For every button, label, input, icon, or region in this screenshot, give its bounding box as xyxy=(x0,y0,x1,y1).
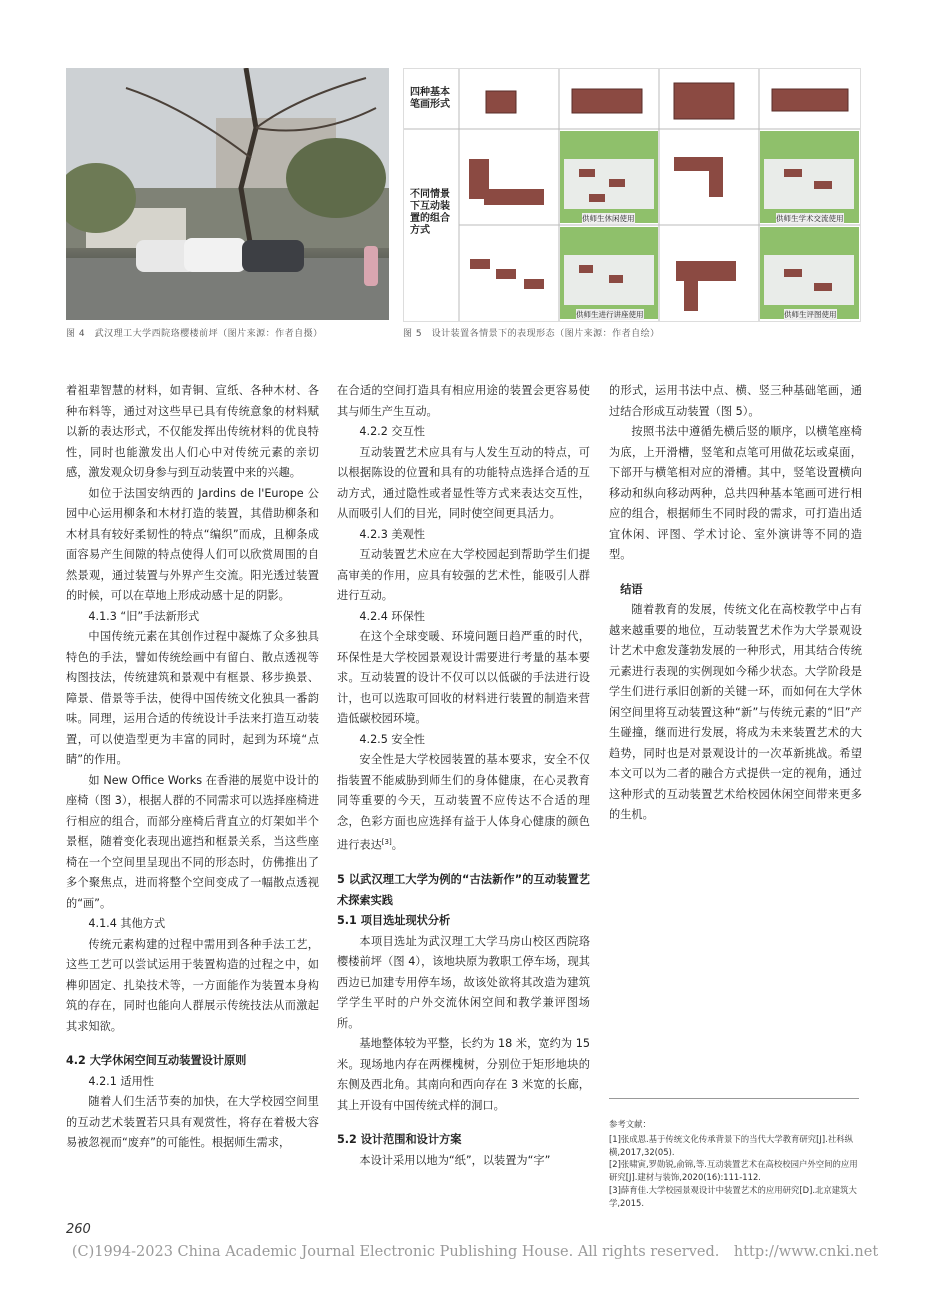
subsection-heading: 4.2.3 美观性 xyxy=(359,527,425,541)
subsection-heading: 4.2.4 环保性 xyxy=(359,609,425,623)
reference-item: [1]张成恩.基于传统文化传承背景下的当代大学教育研究[J].社科纵横,2017,32(05). xyxy=(609,1133,853,1157)
fig5-tag: 供师生评图使用 xyxy=(784,310,837,319)
paragraph: 基地整体较为平整，长约为 18 米，宽约为 15 米。现场地内存在两棵槐树，分别位于矩形地块的东侧及西北角。其南向和西向存在 3 米宽的长廊，其上开设有中国传统式样的洞口。 xyxy=(337,1037,590,1112)
subsection-heading: 4.2.5 安全性 xyxy=(359,732,425,746)
paragraph: 本项目选址为武汉理工大学马房山校区西院珞樱楼前坪（图 4），该地块原为教职工停车场，现其西边已加建专用停车场，故该处欲将其改造为建筑学学生平时的户外交流休闲空间和教学兼评图场所。 xyxy=(337,934,590,1030)
subsection-heading: 4.2.2 交互性 xyxy=(359,425,425,438)
paragraph: 传统元素构建的过程中需用到各种手法工艺，这些工艺可以尝试运用于装置构造的过程之中，如榫卯固定、扎染技术等，一方面能作为装置本身构筑的存在，同时也能向人群展示传统技法从而激起其求知欲。 xyxy=(66,937,319,1033)
paragraph: 本设计采用以地为“纸”，以装置为“字” xyxy=(359,1153,551,1167)
text-column-2 xyxy=(337,381,590,1171)
figure-4-photo xyxy=(66,68,389,320)
paragraph: 如位于法国安纳西的 Jardins de l'Europe 公园中心运用柳条和木材打造的装置，其借助柳条和木材具有较好柔韧性的特点“编织”而成，且柳条成面容易产生间隙的特点使得人们可以欣赏周围的自然景观，通过装置与外界产生交流。阳光透过装置的时候，可以在草地上形成动感十足的阴影。 xyxy=(66,486,319,602)
figure-4-caption: 图 4 武汉理工大学西院珞樱楼前坪（图片来源：作者自摄） xyxy=(66,329,323,339)
paragraph: 互动装置艺术应在大学校园起到帮助学生们提高审美的作用，应具有较强的艺术性，能吸引人群进行互动。 xyxy=(337,548,590,602)
paragraph: 在这个全球变暖、环境问题日趋严重的时代，环保性是大学校园景观设计需要进行考量的基本要求。互动装置的设计不仅可以以低碳的手法进行设计，也可以选取可回收的材料进行装置的制造来营造低碳校园环境。 xyxy=(337,630,590,725)
figure-5-diagram xyxy=(403,68,861,322)
section-heading: 结语 xyxy=(620,582,643,596)
subsection-heading: 4.1.3 “旧”手法新形式 xyxy=(88,609,200,623)
fig5-row2-label: 不同情景下互动装置的组合方式 xyxy=(410,189,450,236)
paragraph xyxy=(337,750,590,856)
paragraph: 随着人们生活节奏的加快，在大学校园空间里的互动艺术装置若只具有观赏性，将存在着极大容易被忽视而“废弃”的可能性。根据师生需求， xyxy=(66,1095,319,1149)
text-column-1 xyxy=(66,381,319,1154)
paragraph: 中国传统元素在其创作过程中凝炼了众多独具特色的手法，譬如传统绘画中有留白、散点透视等构图技法，传统建筑和景观中有框景、移步换景、障景、借景等手法，使得中国传统文化独具一番韵味。同理，运用合适的传统设计手法来打造互动装置，可以使造型更为丰富的同时，起到为环境“点睛”的作用。 xyxy=(66,630,319,766)
campus-photo-illustration xyxy=(66,68,389,320)
fig5-row1-label: 四种基本笔画形式 xyxy=(410,87,450,110)
section-heading: 4.2 大学休闲空间互动装置设计原则 xyxy=(66,1054,247,1067)
fig5-tag: 供师生学术交流使用 xyxy=(776,214,844,223)
paragraph: 按照书法中遵循先横后竖的顺序，以横笔座椅为底，上开滑槽，竖笔和点笔可用做花坛或桌面，下部开与横笔相对应的滑槽。其中，竖笔设置横向移动和纵向移动两种，总共四种基本笔画可进行相应的组合，根据师生不同时段的需求，可打造出适宜休闲、评图、学术讨论、室外演讲等不同的造型。 xyxy=(609,425,862,561)
section-heading: 5 以武汉理工大学为例的“古法新作”的互动装置艺术探索实践 xyxy=(337,873,590,907)
fig5-tag: 供师生休闲使用 xyxy=(582,214,635,223)
section-heading: 5.2 设计范围和设计方案 xyxy=(337,1133,462,1147)
references xyxy=(609,1118,861,1210)
paragraph-text: 安全性是大学校园装置的基本要求，安全不仅指装置不能威胁到师生们的身体健康，在心灵教育同等重要的今天，互动装置不应传达不合适的理念，色彩方面也应选择有益于人体身心健康的颜色进行表达 xyxy=(337,753,590,852)
paragraph: 在合适的空间打造具有相应用途的装置会更容易使其与师生产生互动。 xyxy=(337,384,590,418)
paragraph-end: 。 xyxy=(391,838,403,852)
references-title: 参考文献： xyxy=(609,1119,651,1129)
paragraph: 互动装置艺术应具有与人发生互动的特点，可以根据陈设的位置和具有的功能特点选择合适的互动方式，通过隐性或者显性等方式来表达交互性，从而吸引人们的目光，同时使空间更具活力。 xyxy=(337,445,590,520)
text-column-3 xyxy=(609,381,862,826)
subsection-heading: 4.2.1 适用性 xyxy=(88,1074,154,1088)
paragraph: 如 New Office Works 在香港的展览中设计的座椅（图 3），根据人群的不同需求可以选择座椅进行相应的组合，而部分座椅后背直立的灯架如半个景框，随着变化表现出遮挡和框景关系，当这些座椅在一个空间里呈现出不同的形态时，仿佛推出了多个聚焦点，进而将整个空间变成了一幅散点透视的“画”。 xyxy=(66,773,319,910)
subsection-heading: 4.1.4 其他方式 xyxy=(88,917,166,930)
paragraph: 随着教育的发展，传统文化在高校教学中占有越来越重要的地位，互动装置艺术作为大学景观设计艺术中愈发蓬勃发展的一种形式，用其结合传统元素进行表现的实例现如今稀少状态。大学阶段是学生们进行承旧创新的关键一环，而如何在大学休闲空间里将互动装置这种“新”与传统元素的“旧”产生碰撞，继而进行发展，将成为未来装置艺术的大趋势，同时也是对景观设计的一次革新挑战。希望本文可以为二者的融合方式提供一定的视角，通过这种形式的互动装置艺术给校园休闲空间带来更多的生机。 xyxy=(609,603,862,821)
reference-item: [2]张啸寅,罗勋锐,俞锦,等.互动装置艺术在高校校园户外空间的应用研究[J].建材与装饰,2020(16):111-112. xyxy=(609,1159,858,1183)
fig5-tag: 供师生进行讲座使用 xyxy=(576,310,644,319)
figure-5-caption: 图 5 设计装置各情景下的表现形态（图片来源：作者自绘） xyxy=(403,329,660,339)
paragraph: 的形式，运用书法中点、横、竖三种基础笔画，通过结合形成互动装置（图 5）。 xyxy=(609,384,862,418)
page-number: 260 xyxy=(66,1222,91,1237)
paragraph: 着祖辈智慧的材料，如青铜、宣纸、各种木材、各种布料等，通过对这些早已具有传统意象的材料赋以新的表达形式，不仅能发挥出传统材料的优良特性，同时也能激发出人们心中对传统元素的亲切感，激发观众切身参与到互动装置中来的兴趣。 xyxy=(66,384,319,479)
citation-marker: [3] xyxy=(381,838,392,846)
section-heading: 5.1 项目选址现状分析 xyxy=(337,914,451,928)
copyright-footer: (C)1994-2023 China Academic Journal Electronic Publishing House. All rights reserved. http://www.cnki.net xyxy=(71,1244,879,1260)
references-divider xyxy=(609,1098,859,1099)
reference-item: [3]薛育佳.大学校园景观设计中装置艺术的应用研究[D].北京建筑大学,2015. xyxy=(609,1184,857,1208)
installation-forms-diagram xyxy=(404,69,860,321)
